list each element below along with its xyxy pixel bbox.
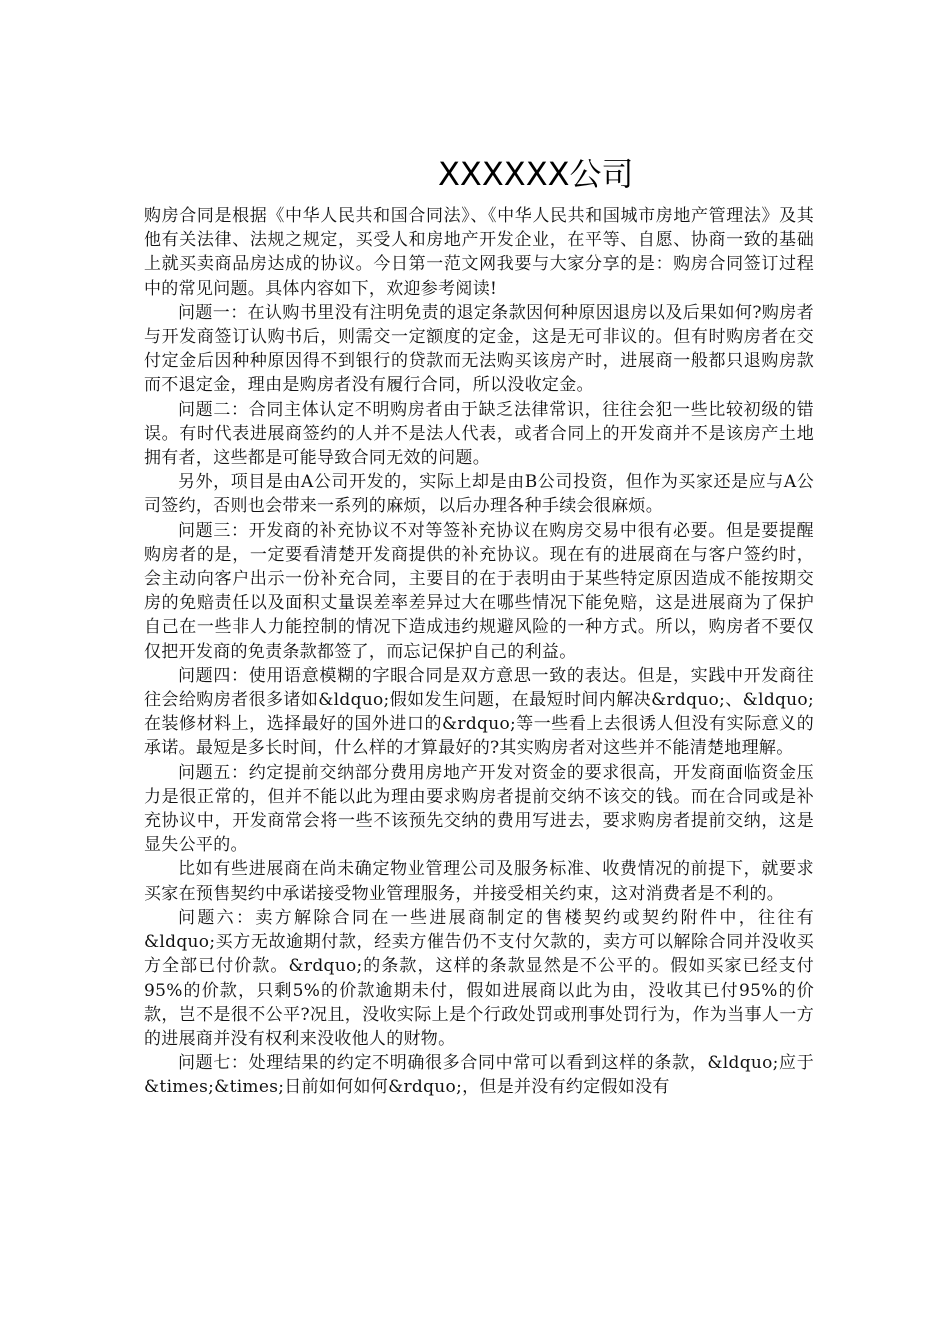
- paragraph-issue-3: 问题三：开发商的补充协议不对等签补充协议在购房交易中很有必要。但是要提醒购房者的是，一定要看清楚开发商提供的补充协议。现在有的进展商在与客户签约时，会主动向客户出示一份补充合同，主要目的在于表明由于某些特定原因造成不能按期交房的免赔责任以及面积丈量误差率差异过大在哪些情况下能免赔，这是进展商为了保护自己在一些非人力能控制的情况下造成违约规避风险的一种方式。所以，购房者不要仅仅把开发商的免责条款都签了，而忘记保护自己的利益。: [144, 520, 814, 662]
- paragraph-issue-6: 问题六：卖方解除合同在一些进展商制定的售楼契约或契约附件中，往往有&ldquo;买方无故逾期付款，经卖方催告仍不支付欠款的，卖方可以解除合同并没收买方全部已付价款。&rdquo;的条款，这样的条款显然是不公平的。假如买家已经支付95%的价款，只剩5%的价款逾期未付，假如进展商以此为由，没收其已付95%的价款，岂不是很不公平?况且，没收实际上是个行政处罚或刑事处罚行为，作为当事人一方的进展商并没有权利来没收他人的财物。: [144, 907, 814, 1049]
- document-body: [144, 204, 814, 1100]
- paragraph-issue-1: 问题一：在认购书里没有注明免责的退定条款因何种原因退房以及后果如何?购房者与开发商签订认购书后，则需交一定额度的定金，这是无可非议的。但有时购房者在交付定金后因种种原因得不到银行的贷款而无法购买该房产时，进展商一般都只退购房款而不退定金，理由是购房者没有履行合同，所以没收定金。: [144, 302, 814, 396]
- paragraph-issue-2: 问题二：合同主体认定不明购房者由于缺乏法律常识，往往会犯一些比较初级的错误。有时代表进展商签约的人并不是法人代表，或者合同上的开发商并不是该房产土地拥有者，这些都是可能导致合同无效的问题。: [144, 399, 814, 469]
- paragraph-intro: 购房合同是根据《中华人民共和国合同法》、《中华人民共和国城市房地产管理法》及其他有关法律、法规之规定，买受人和房地产开发企业，在平等、自愿、协商一致的基础上就买卖商品房达成的协议。今日第一范文网我要与大家分享的是：购房合同签订过程中的常见问题。具体内容如下，欢迎参考阅读!: [144, 206, 814, 299]
- company-header: XXXXXX公司: [438, 155, 634, 193]
- paragraph-issue-5-note: 比如有些进展商在尚未确定物业管理公司及服务标准、收费情况的前提下，就要求买家在预售契约中承诺接受物业管理服务，并接受相关约束，这对消费者是不利的。: [144, 859, 814, 904]
- paragraph-issue-7: 问题七：处理结果的约定不明确很多合同中常可以看到这样的条款，&ldquo;应于&times;&times;日前如何如何&rdquo;，但是并没有约定假如没有: [144, 1053, 814, 1098]
- paragraph-issue-2-note: 另外，项目是由A公司开发的，实际上却是由B公司投资，但作为买家还是应与A公司签约，否则也会带来一系列的麻烦，以后办理各种手续会很麻烦。: [144, 472, 814, 517]
- paragraph-issue-5: 问题五：约定提前交纳部分费用房地产开发对资金的要求很高，开发商面临资金压力是很正常的，但并不能以此为理由要求购房者提前交纳不该交的钱。而在合同或是补充协议中，开发商常会将一些不该预先交纳的费用写进去，要求购房者提前交纳，这是显失公平的。: [144, 762, 814, 856]
- paragraph-issue-4: 问题四：使用语意模糊的字眼合同是双方意思一致的表达。但是，实践中开发商往往会给购房者很多诸如&ldquo;假如发生问题，在最短时间内解决&rdquo;、&ldquo;在装修材料上，选择最好的国外进口的&rdquo;等一些看上去很诱人但没有实际意义的承诺。最短是多长时间，什么样的才算最好的?其实购房者对这些并不能清楚地理解。: [144, 665, 814, 759]
